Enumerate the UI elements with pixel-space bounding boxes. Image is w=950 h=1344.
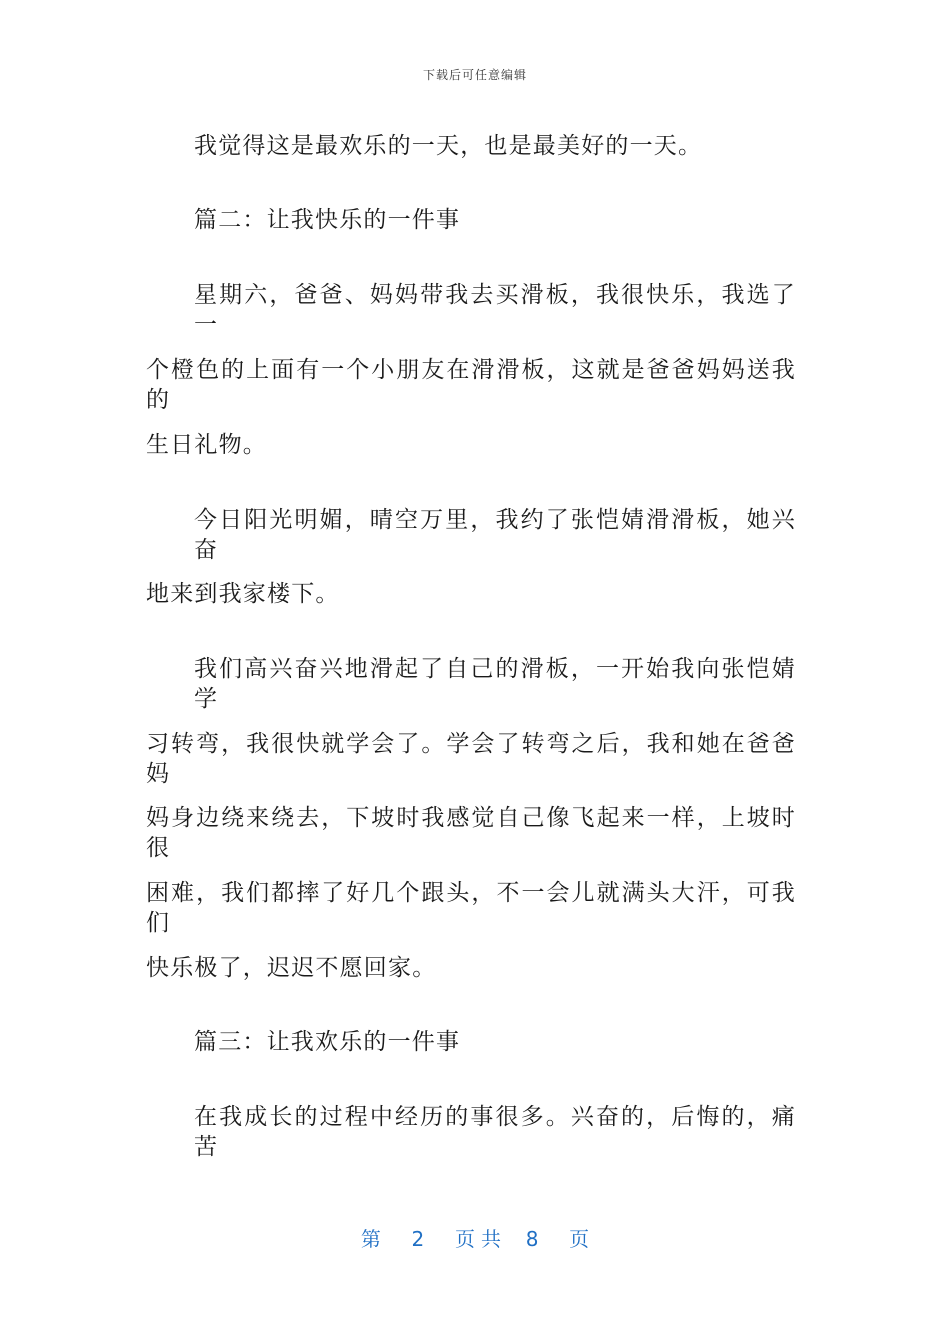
- current-page-number: 2: [411, 1227, 425, 1251]
- text-line: 在我成长的过程中经历的事很多。兴奋的，后悔的，痛苦: [194, 1104, 796, 1160]
- text-line: 个橙色的上面有一个小朋友在滑滑板，这就是爸爸妈妈送我的: [146, 357, 796, 413]
- section-heading: 篇三：让我欢乐的一件事: [194, 1029, 461, 1055]
- text-line: 今日阳光明媚，晴空万里，我约了张恺婧滑滑板，她兴奋: [194, 507, 796, 563]
- text-line: 习转弯，我很快就学会了。学会了转弯之后，我和她在爸爸妈: [146, 731, 796, 787]
- text-line: 妈身边绕来绕去，下坡时我感觉自己像飞起来一样，上坡时很: [146, 805, 796, 861]
- text-line: 我们高兴奋兴地滑起了自己的滑板，一开始我向张恺婧学: [194, 656, 796, 712]
- text-line: 快乐极了，迟迟不愿回家。: [146, 955, 437, 981]
- footer-middle: 页共: [455, 1227, 507, 1251]
- section-heading: 篇二：让我快乐的一件事: [194, 207, 461, 233]
- text-line: 生日礼物。: [146, 432, 267, 458]
- text-line: 困难，我们都摔了好几个跟头，不一会儿就满头大汗，可我们: [146, 880, 796, 936]
- total-page-number: 8: [525, 1227, 539, 1251]
- text-line: 星期六，爸爸、妈妈带我去买滑板，我很快乐，我选了一: [194, 282, 796, 338]
- page-footer: [0, 1226, 950, 1252]
- header-note: 下载后可任意编辑: [422, 68, 527, 82]
- text-line: 地来到我家楼下。: [146, 581, 340, 607]
- text-line: 我觉得这是最欢乐的一天，也是最美好的一天。: [194, 133, 703, 159]
- footer-suffix: 页: [569, 1227, 590, 1251]
- footer-prefix: 第: [360, 1227, 381, 1251]
